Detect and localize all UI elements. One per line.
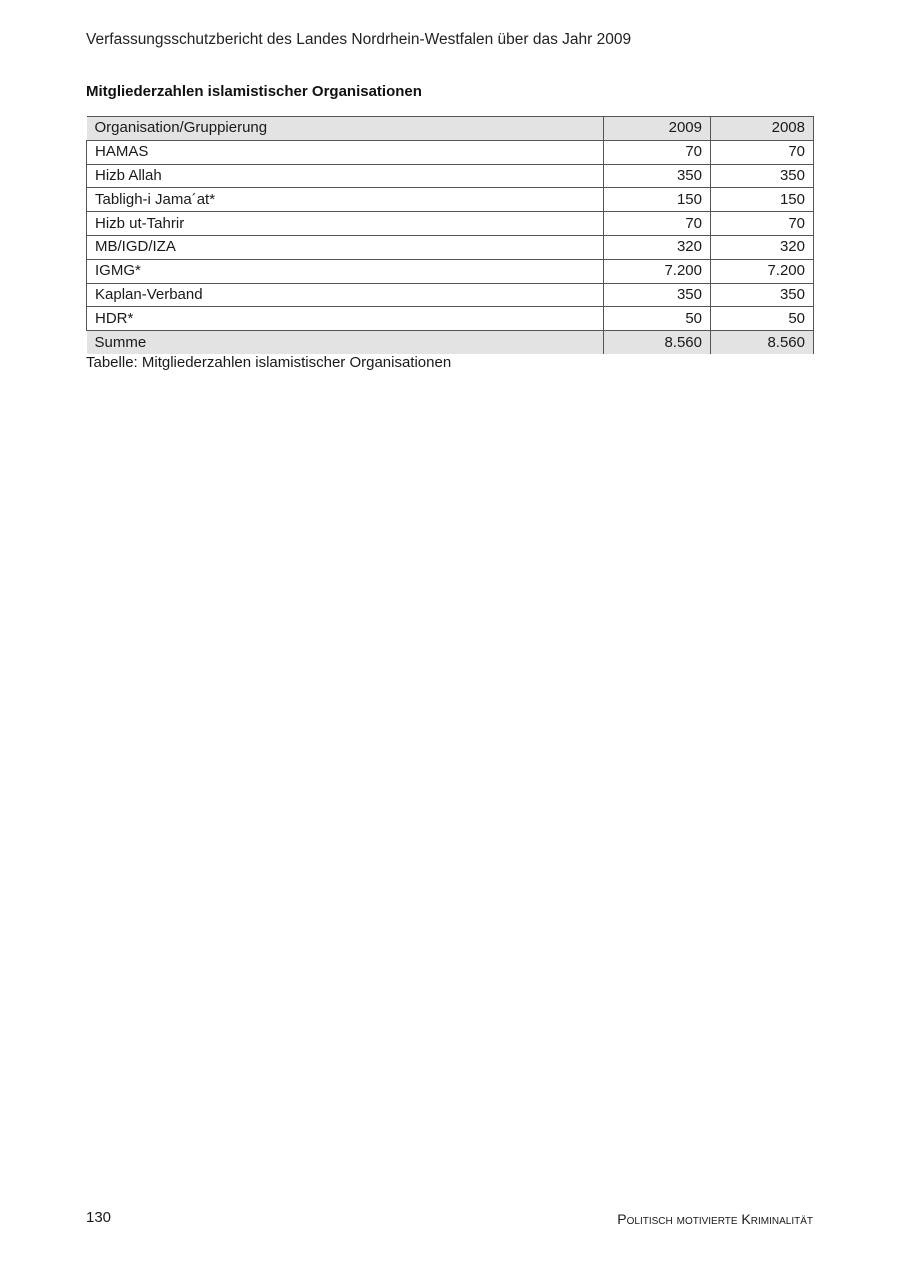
section-title: Mitgliederzahlen islamistischer Organisationen (86, 83, 422, 100)
cell-organisation: Kaplan-Verband (87, 283, 604, 307)
table-header-row (87, 117, 814, 141)
cell-organisation: Hizb ut-Tahrir (87, 212, 604, 236)
cell-2009: 320 (604, 235, 711, 259)
cell-2008: 350 (711, 164, 814, 188)
column-header-2009: 2009 (604, 117, 711, 141)
table-caption: Tabelle: Mitgliederzahlen islamistischer Organisationen (86, 354, 452, 371)
cell-total-2008: 8.560 (711, 331, 814, 354)
cell-organisation: Hizb Allah (87, 164, 604, 188)
page-number: 130 (86, 1209, 112, 1226)
cell-organisation: Tabligh-i Jama´at* (87, 188, 604, 212)
cell-2008: 7.200 (711, 259, 814, 283)
cell-organisation: HAMAS (87, 140, 604, 164)
cell-2008: 50 (711, 307, 814, 331)
cell-2009: 150 (604, 188, 711, 212)
cell-organisation: HDR* (87, 307, 604, 331)
cell-2008: 320 (711, 235, 814, 259)
cell-2009: 350 (604, 283, 711, 307)
cell-total-2009: 8.560 (604, 331, 711, 354)
table-row (87, 212, 814, 236)
cell-2008: 70 (711, 212, 814, 236)
cell-2009: 350 (604, 164, 711, 188)
membership-table (86, 116, 814, 354)
table-row (87, 235, 814, 259)
cell-2008: 70 (711, 140, 814, 164)
table-total-row (87, 331, 814, 354)
membership-table-container (86, 116, 813, 354)
cell-2009: 70 (604, 212, 711, 236)
table-row (87, 140, 814, 164)
footer-chapter-title: Politisch motivierte Kriminalität (617, 1211, 813, 1227)
cell-2008: 150 (711, 188, 814, 212)
table-row (87, 283, 814, 307)
column-header-2008: 2008 (711, 117, 814, 141)
column-header-organisation: Organisation/Gruppierung (87, 117, 604, 141)
cell-2009: 7.200 (604, 259, 711, 283)
cell-organisation: MB/IGD/IZA (87, 235, 604, 259)
cell-2009: 50 (604, 307, 711, 331)
table-row (87, 188, 814, 212)
cell-organisation: IGMG* (87, 259, 604, 283)
table-row (87, 307, 814, 331)
cell-2009: 70 (604, 140, 711, 164)
cell-2008: 350 (711, 283, 814, 307)
cell-total-label: Summe (87, 331, 604, 354)
table-row (87, 259, 814, 283)
running-header: Verfassungsschutzbericht des Landes Nordrhein-Westfalen über das Jahr 2009 (86, 31, 632, 48)
table-row (87, 164, 814, 188)
